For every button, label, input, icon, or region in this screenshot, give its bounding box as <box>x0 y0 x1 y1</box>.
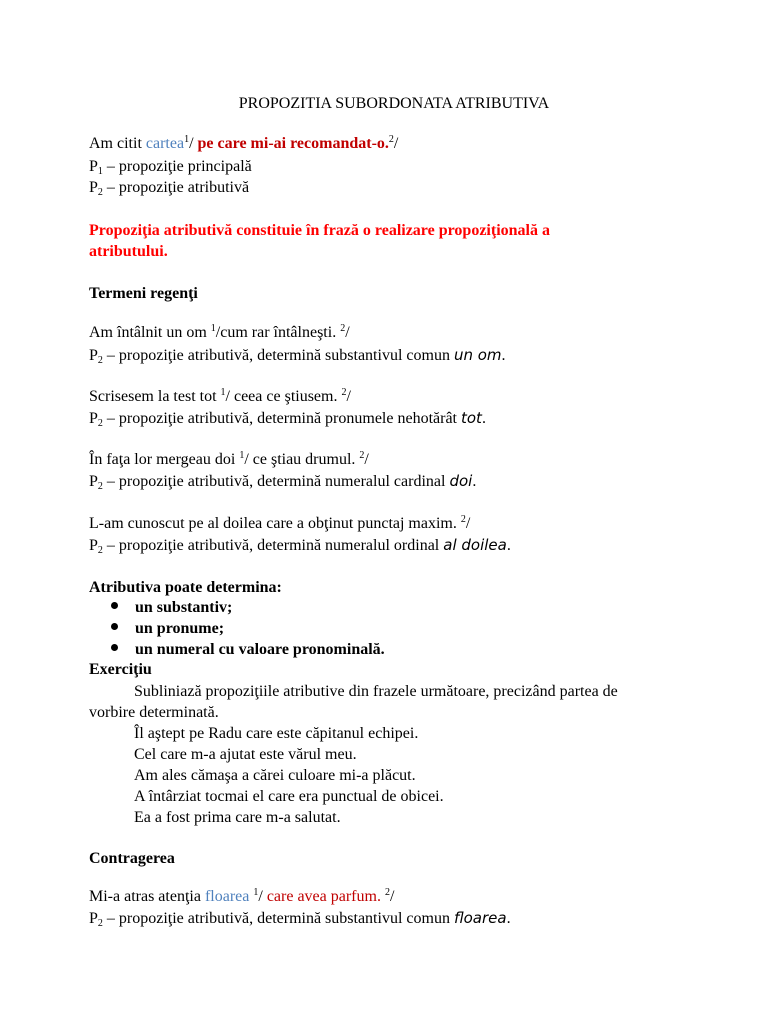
attributive-clause: care avea parfum. <box>266 888 381 905</box>
attributive-clause: pe care mi-ai recomandat-o. <box>197 135 389 152</box>
clause-number: 2 <box>388 134 394 145</box>
example-sentence-2: Scrisesem la test tot $^1$/ ceea ce ştiusem. $^2$/ <box>89 387 351 405</box>
regent-noun: floarea <box>204 888 250 905</box>
exercise-heading: Exerciţiu <box>89 661 152 678</box>
example-analysis-1: $P_2$ – propoziţie atributivă, determină substantivul comun un om. <box>89 346 506 366</box>
example-analysis-4: $P_2$ – propoziţie atributivă, determină numeralul ordinal al doilea. <box>89 536 511 556</box>
determine-heading: Atributiva poate determina: <box>89 579 282 596</box>
clause-analysis-p2: $P_2$ – propoziţie atributivă <box>89 179 250 198</box>
exercise-sentence: Ea a fost prima care m-a salutat. <box>134 809 341 826</box>
regent-term: doi <box>449 472 473 490</box>
clause-number: 1 <box>184 134 190 145</box>
contraction-sentence: Mi-a atras atenţia floarea $^1$/ care avea parfum. $^2$/ <box>89 887 395 905</box>
example-sentence-3: În faţa lor mergeau doi $^1$/ ce ştiau drumul. $^2$/ <box>89 450 369 468</box>
example-sentence-1: Am întâlnit un om $^1$/cum rar întâlneşti. $^2$/ <box>89 323 350 341</box>
exercise-sentence: Îl aştept pe Radu care este căpitanul echipei. <box>134 725 419 742</box>
clause-separator: / <box>393 135 399 152</box>
regent-term: tot <box>461 409 482 427</box>
clause-separator: / <box>189 135 198 152</box>
list-item: un substantiv; <box>111 598 232 618</box>
page-title: PROPOZITIA SUBORDONATA ATRIBUTIVA <box>238 95 550 112</box>
definition-line-2: atributului. <box>89 243 168 260</box>
list-item: un numeral cu valoare pronominală. <box>111 640 385 660</box>
exercise-instruction-line-2: vorbire determinată. <box>89 704 219 721</box>
regent-noun: cartea <box>145 135 185 152</box>
regent-term: floarea <box>453 909 507 927</box>
exercise-sentence: Cel care m-a ajutat este vărul meu. <box>134 746 357 763</box>
bullet-icon <box>111 623 118 630</box>
exercise-instruction-line-1: Subliniază propoziţiile atributive din frazele următoare, precizând partea de <box>134 683 618 700</box>
exercise-sentence: Am ales cămaşa a cărei culoare mi-a plăcut. <box>134 767 416 784</box>
list-item: un pronume; <box>111 619 224 639</box>
example-analysis-3: $P_2$ – propoziţie atributivă, determină numeralul cardinal doi. <box>89 472 477 492</box>
contraction-heading: Contragerea <box>89 850 175 867</box>
definition-line-1: Propoziţia atributivă constituie în frază o realizare propoziţională a <box>89 222 550 239</box>
exercise-sentence: A întârziat tocmai el care era punctual de obicei. <box>134 788 444 805</box>
example-sentence <box>89 134 398 154</box>
clause-analysis-p1: $P_1$ – propoziţie principală <box>89 158 252 177</box>
bullet-icon <box>111 644 118 651</box>
example-analysis-2: $P_2$ – propoziţie atributivă, determină pronumele nehotărât tot. <box>89 409 486 429</box>
regent-term: un om <box>453 346 502 364</box>
regent-term: al doilea <box>443 536 507 554</box>
contraction-analysis: $P_2$ – propoziţie atributivă, determină substantivul comun floarea. <box>89 909 511 929</box>
section-heading-regents: Termeni regenţi <box>89 285 198 302</box>
sentence-text: Am citit <box>89 135 146 152</box>
bullet-icon <box>111 602 118 609</box>
example-sentence-4: L-am cunoscut pe al doilea care a obţinut punctaj maxim. $^2$/ <box>89 514 471 532</box>
